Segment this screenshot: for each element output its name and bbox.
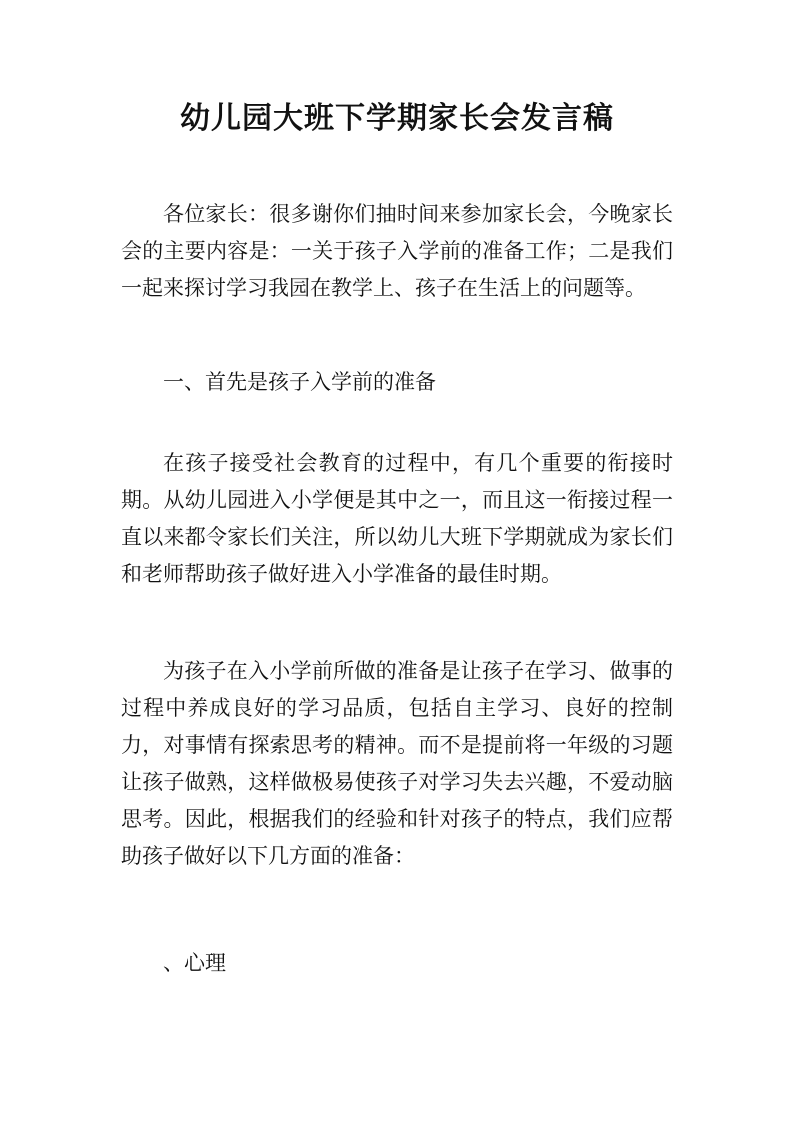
section-heading-preparation: 一、首先是孩子入学前的准备 (163, 370, 436, 394)
paragraph-greeting: 各位家长：很多谢你们抽时间来参加家长会，今晚家长会的主要内容是：一关于孩子入学前的准备工作；二是我们一起来探讨学习我园在教学上、孩子在生活上的问题等。 (121, 202, 673, 300)
document-title: 幼儿园大班下学期家长会发言稿 (180, 101, 614, 136)
paragraph-learning-qualities: 为孩子在入小学前所做的准备是让孩子在学习、做事的过程中养成良好的学习品质，包括自主学习、良好的控制力，对事情有探索思考的精神。而不是提前将一年级的习题让孩子做熟，这样做极易使孩子对学习失去兴趣，不爱动脑思考。因此，根据我们的经验和针对孩子的特点，我们应帮助孩子做好以下几方面的准备： (121, 659, 673, 868)
subsection-heading-psychology: 、心理 (163, 951, 226, 975)
paragraph-transition-period: 在孩子接受社会教育的过程中，有几个重要的衔接时期。从幼儿园进入小学便是其中之一，而且这一衔接过程一直以来都令家长们关注，所以幼儿大班下学期就成为家长们和老师帮助孩子做好进入小学准备的最佳时期。 (121, 451, 673, 586)
